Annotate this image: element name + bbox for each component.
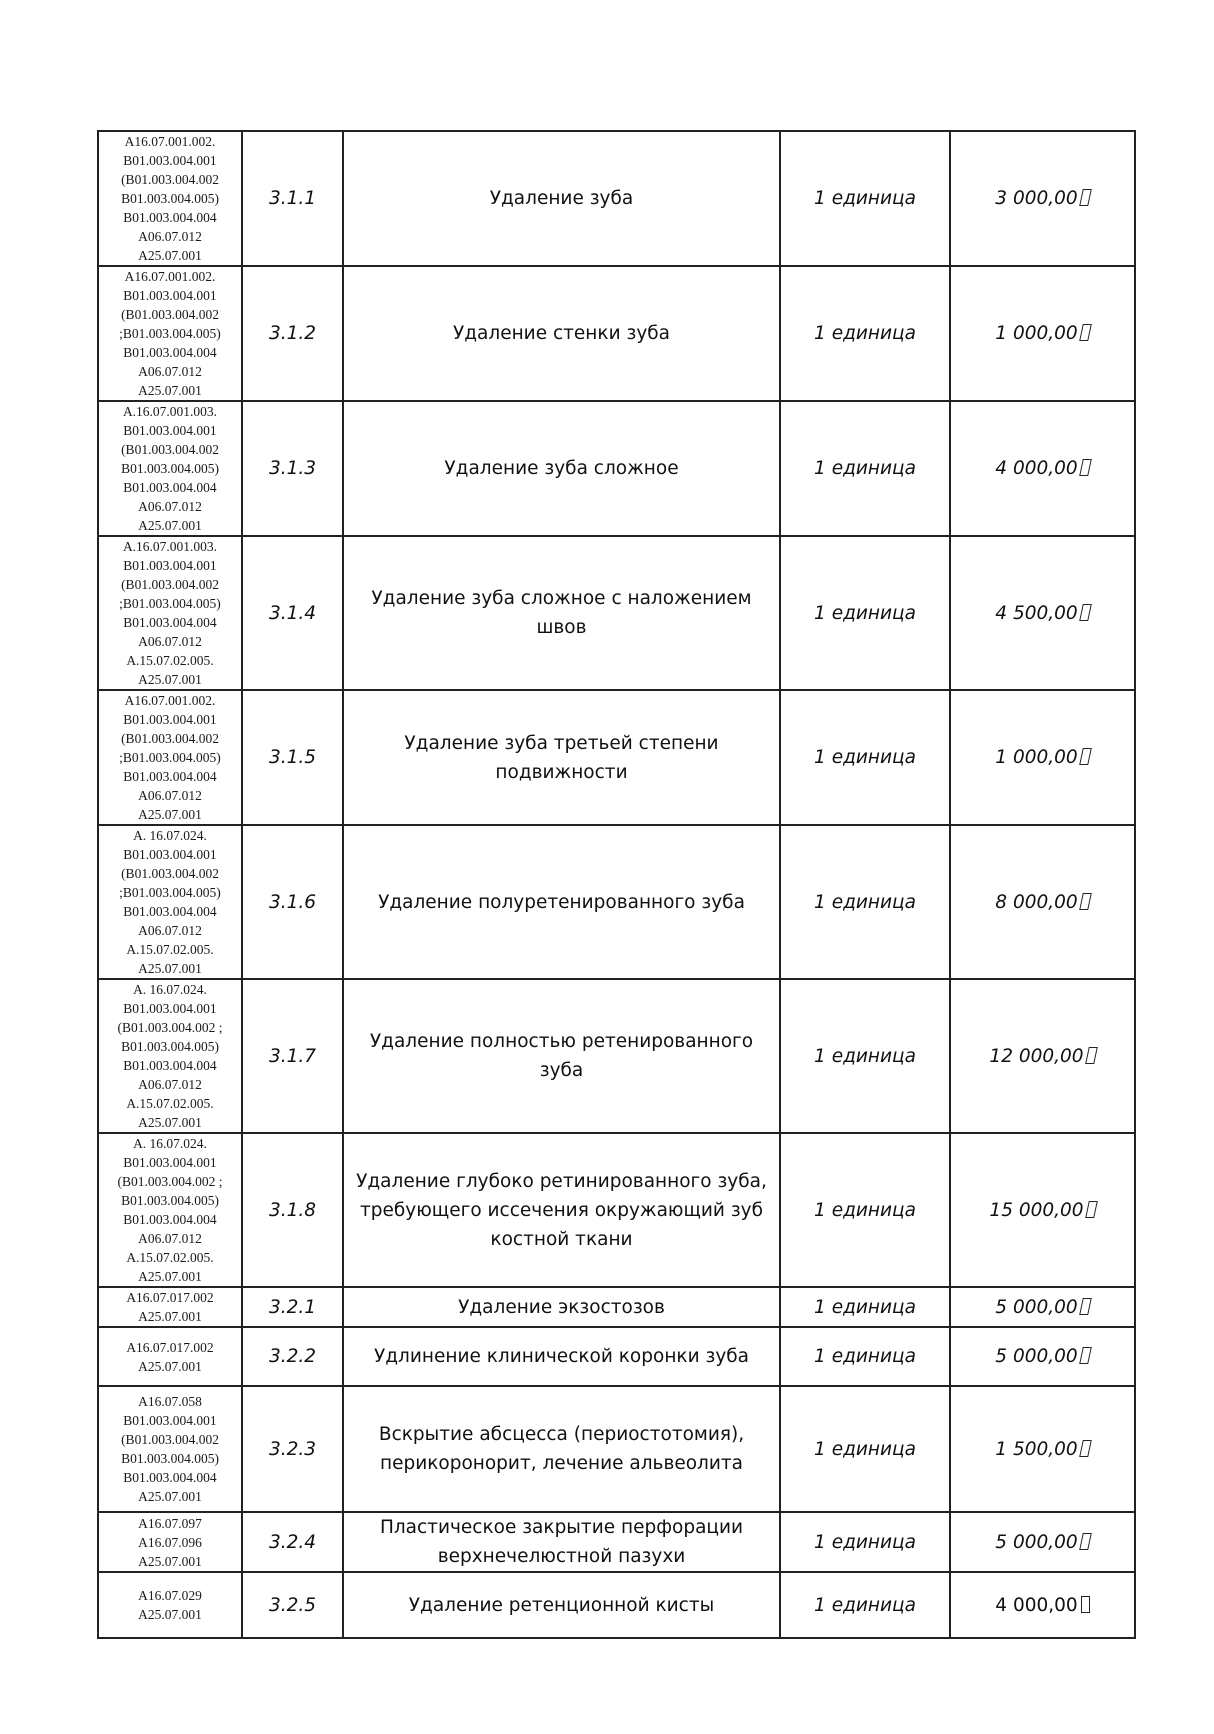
service-price: 8 000,00 <box>995 891 1078 913</box>
service-unit: 1 единица <box>780 1512 950 1572</box>
service-code: A16.07.017.002 A25.07.001 <box>98 1327 242 1386</box>
service-number: 3.1.6 <box>242 825 343 979</box>
service-price: 4 500,00 <box>995 602 1078 624</box>
service-code: A. 16.07.024. B01.003.004.001 (B01.003.004.002 ; B01.003.004.005) B01.003.004.004 A06.07.012 A.15.07.02.005. A25.07.001 <box>98 979 242 1133</box>
service-price: 1 500,00 <box>995 1438 1078 1460</box>
table-row <box>98 266 1135 401</box>
price-table <box>97 130 1136 1639</box>
currency-icon <box>1079 748 1092 765</box>
service-name: Удаление зуба сложное с наложением швов <box>343 536 780 690</box>
service-price-cell <box>950 1327 1135 1386</box>
service-number: 3.2.3 <box>242 1386 343 1512</box>
table-row <box>98 1386 1135 1512</box>
currency-icon <box>1079 189 1092 206</box>
service-unit: 1 единица <box>780 1287 950 1327</box>
service-code: A16.07.001.002. B01.003.004.001 (B01.003.004.002 ;B01.003.004.005) B01.003.004.004 A06.07.012 A25.07.001 <box>98 266 242 401</box>
table-row <box>98 1287 1135 1327</box>
currency-icon <box>1079 1440 1092 1457</box>
service-name: Удаление зуба третьей степени подвижности <box>343 690 780 825</box>
service-name: Удаление полностью ретенированного зуба <box>343 979 780 1133</box>
service-price-cell <box>950 266 1135 401</box>
service-number: 3.1.3 <box>242 401 343 536</box>
currency-icon <box>1079 604 1092 621</box>
service-unit: 1 единица <box>780 825 950 979</box>
service-name: Вскрытие абсцесса (периостотомия), перикоронорит, лечение альвеолита <box>343 1386 780 1512</box>
service-price: 15 000,00 <box>989 1199 1084 1221</box>
service-code: A16.07.097 A16.07.096 A25.07.001 <box>98 1512 242 1572</box>
service-price: 1 000,00 <box>995 323 1078 344</box>
service-price: 5 000,00 <box>995 1346 1078 1367</box>
currency-icon <box>1079 324 1092 341</box>
service-number: 3.2.5 <box>242 1572 343 1638</box>
service-code: A16.07.029 A25.07.001 <box>98 1572 242 1638</box>
service-price: 5 000,00 <box>995 1531 1078 1553</box>
service-price-cell <box>950 1386 1135 1512</box>
currency-icon <box>1079 1533 1092 1550</box>
table-row <box>98 979 1135 1133</box>
service-price-cell <box>950 401 1135 536</box>
service-price-cell <box>950 1287 1135 1327</box>
service-number: 3.2.1 <box>242 1287 343 1327</box>
service-name: Удаление ретенционной кисты <box>343 1572 780 1638</box>
service-code: A. 16.07.024. B01.003.004.001 (B01.003.004.002 ;B01.003.004.005) B01.003.004.004 A06.07.012 A.15.07.02.005. A25.07.001 <box>98 825 242 979</box>
service-number: 3.1.4 <box>242 536 343 690</box>
service-unit: 1 единица <box>780 131 950 266</box>
table-row <box>98 401 1135 536</box>
currency-icon <box>1085 1201 1098 1218</box>
table-row <box>98 1327 1135 1386</box>
service-name: Пластическое закрытие перфорации верхнечелюстной пазухи <box>343 1512 780 1572</box>
service-number: 3.1.2 <box>242 266 343 401</box>
service-unit: 1 единица <box>780 1327 950 1386</box>
service-number: 3.2.2 <box>242 1327 343 1386</box>
service-code: A16.07.001.002. B01.003.004.001 (B01.003.004.002 B01.003.004.005) B01.003.004.004 A06.07.012 A25.07.001 <box>98 131 242 266</box>
service-number: 3.1.8 <box>242 1133 343 1287</box>
table-row <box>98 825 1135 979</box>
currency-icon <box>1079 1298 1092 1315</box>
table-row <box>98 1512 1135 1572</box>
currency-icon <box>1079 459 1092 476</box>
service-price: 12 000,00 <box>989 1045 1084 1067</box>
service-price: 5 000,00 <box>995 1296 1078 1318</box>
service-code: A16.07.017.002 A25.07.001 <box>98 1287 242 1327</box>
table-row <box>98 131 1135 266</box>
service-price-cell <box>950 1572 1135 1638</box>
service-price: 1 000,00 <box>995 747 1078 768</box>
service-price-cell <box>950 690 1135 825</box>
currency-icon <box>1079 1347 1092 1364</box>
service-unit: 1 единица <box>780 401 950 536</box>
service-price: 3 000,00 <box>995 188 1078 209</box>
service-number: 3.1.1 <box>242 131 343 266</box>
service-unit: 1 единица <box>780 1133 950 1287</box>
service-name: Удаление экзостозов <box>343 1287 780 1327</box>
currency-icon <box>1081 1596 1090 1613</box>
service-price: 4 000,00 <box>995 458 1078 479</box>
table-row <box>98 1572 1135 1638</box>
service-unit: 1 единица <box>780 979 950 1133</box>
service-name: Удаление стенки зуба <box>343 266 780 401</box>
service-code: A16.07.058 B01.003.004.001 (B01.003.004.002 B01.003.004.005) B01.003.004.004 A25.07.001 <box>98 1386 242 1512</box>
currency-icon <box>1079 893 1092 910</box>
service-price-cell <box>950 1512 1135 1572</box>
table-row <box>98 1133 1135 1287</box>
service-name: Удаление зуба <box>343 131 780 266</box>
service-name: Удаление полуретенированного зуба <box>343 825 780 979</box>
service-number: 3.1.5 <box>242 690 343 825</box>
service-code: A. 16.07.024. B01.003.004.001 (B01.003.004.002 ; B01.003.004.005) B01.003.004.004 A06.07.012 A.15.07.02.005. A25.07.001 <box>98 1133 242 1287</box>
service-name: Удлинение клинической коронки зуба <box>343 1327 780 1386</box>
service-unit: 1 единица <box>780 1386 950 1512</box>
service-unit: 1 единица <box>780 266 950 401</box>
service-number: 3.1.7 <box>242 979 343 1133</box>
service-unit: 1 единица <box>780 690 950 825</box>
service-price-cell <box>950 1133 1135 1287</box>
service-unit: 1 единица <box>780 536 950 690</box>
service-name: Удаление зуба сложное <box>343 401 780 536</box>
service-code: A16.07.001.002. B01.003.004.001 (B01.003.004.002 ;B01.003.004.005) B01.003.004.004 A06.07.012 A25.07.001 <box>98 690 242 825</box>
service-price: 4 000,00 <box>995 1594 1078 1616</box>
service-number: 3.2.4 <box>242 1512 343 1572</box>
service-price-cell <box>950 131 1135 266</box>
service-name: Удаление глубоко ретинированного зуба, требующего иссечения окружающий зуб костной ткани <box>343 1133 780 1287</box>
currency-icon <box>1085 1047 1098 1064</box>
table-row <box>98 536 1135 690</box>
service-price-cell <box>950 536 1135 690</box>
service-price-cell <box>950 979 1135 1133</box>
price-table-body <box>98 131 1135 1638</box>
service-unit: 1 единица <box>780 1572 950 1638</box>
service-price-cell <box>950 825 1135 979</box>
table-row <box>98 690 1135 825</box>
service-code: A.16.07.001.003. B01.003.004.001 (B01.003.004.002 ;B01.003.004.005) B01.003.004.004 A06.07.012 A.15.07.02.005. A25.07.001 <box>98 536 242 690</box>
service-code: A.16.07.001.003. B01.003.004.001 (B01.003.004.002 B01.003.004.005) B01.003.004.004 A06.07.012 A25.07.001 <box>98 401 242 536</box>
